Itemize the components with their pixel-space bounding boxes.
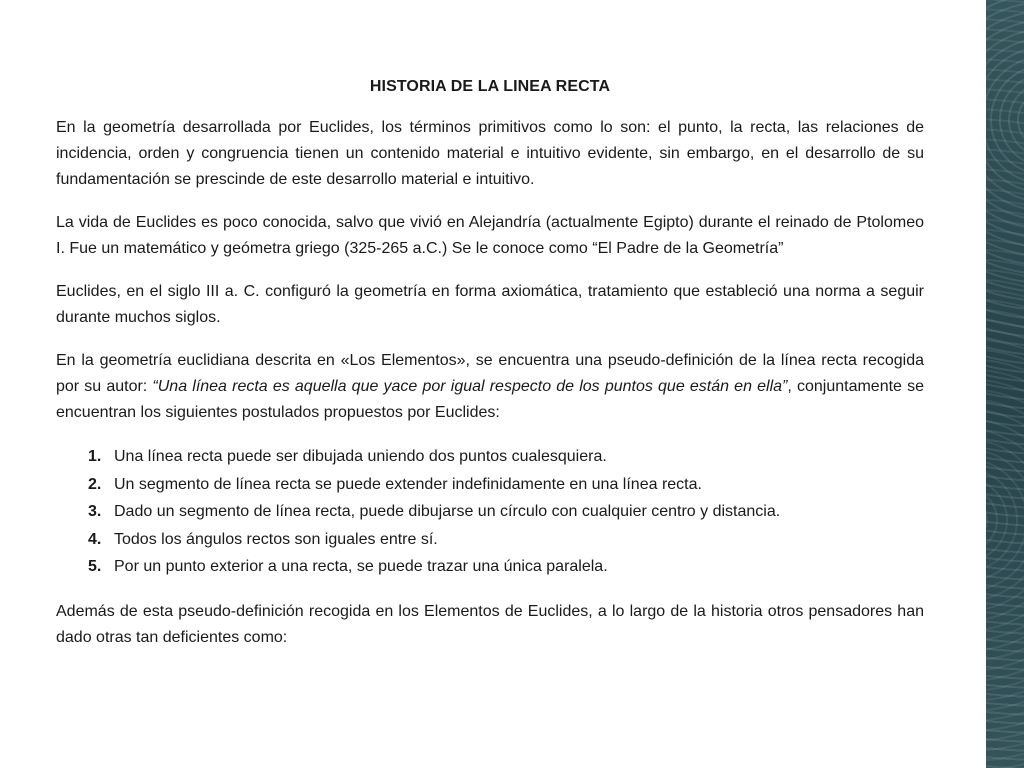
paragraph-euclid-life: La vida de Euclides es poco conocida, salvo que vivió en Alejandría (actualmente Egipto) durante el reinado de Ptolomeo I. Fue un matemático y geómetra griego (325-265 a.C.) Se le conoce como “El Padre de la Geometría” [56,214,924,257]
postulates-list [56,443,924,581]
list-item-number: 1. [88,448,102,465]
document-title: HISTORIA DE LA LINEA RECTA [369,78,611,95]
paragraph-line-definition [56,348,924,426]
definition-quote: “Una línea recta es aquella que yace por igual respecto de los puntos que están en ella” [152,378,788,395]
paragraph-other-definitions: Además de esta pseudo-definición recogida en los Elementos de Euclides, a lo largo de la historia otros pensadores han dado otras tan deficientes como: [56,602,924,646]
list-item-text: Por un punto exterior a una recta, se puede trazar una única paralela. [114,558,608,575]
list-item-number: 4. [88,530,102,548]
list-item-text: Una línea recta puede ser dibujada uniendo dos puntos cualesquiera. [114,448,607,465]
list-item [88,443,924,471]
list-item-text: Todos los ángulos rectos son iguales entre sí. [114,530,438,548]
list-item [88,526,924,554]
list-item-number: 3. [88,503,102,520]
definition-intro: En la geometría euclidiana descrita en «Los Elementos», se encuentra una pseudo-definición de la línea recta recogida por su autor: [56,352,924,395]
definition-outro: , conjuntamente se encuentran los siguientes postulados propuestos por Euclides: [56,378,924,421]
paragraph-axiomatic-geometry: Euclides, en el siglo III a. C. configuró la geometría en forma axiomática, tratamiento que estableció una norma a seguir durante muchos siglos. [56,283,924,326]
list-item [88,553,924,581]
list-item-text: Dado un segmento de línea recta, puede dibujarse un círculo con cualquier centro y distancia. [114,503,781,520]
list-item [88,498,924,526]
decorative-side-band [986,0,1024,768]
list-item-number: 2. [88,475,102,493]
list-item-text: Un segmento de línea recta se puede extender indefinidamente en una línea recta. [114,475,702,493]
paragraph-primitive-terms: En la geometría desarrollada por Euclides, los términos primitivos como lo son: el punto, la recta, las relaciones de incidencia, orden y congruencia tienen un contenido material e intuitivo evidente, sin embargo, en el desarrollo de su fundamentación se prescinde de este desarrollo material e intuitivo. [56,119,924,188]
list-item-number: 5. [88,558,102,575]
document-page [56,78,924,668]
list-item [88,471,924,499]
